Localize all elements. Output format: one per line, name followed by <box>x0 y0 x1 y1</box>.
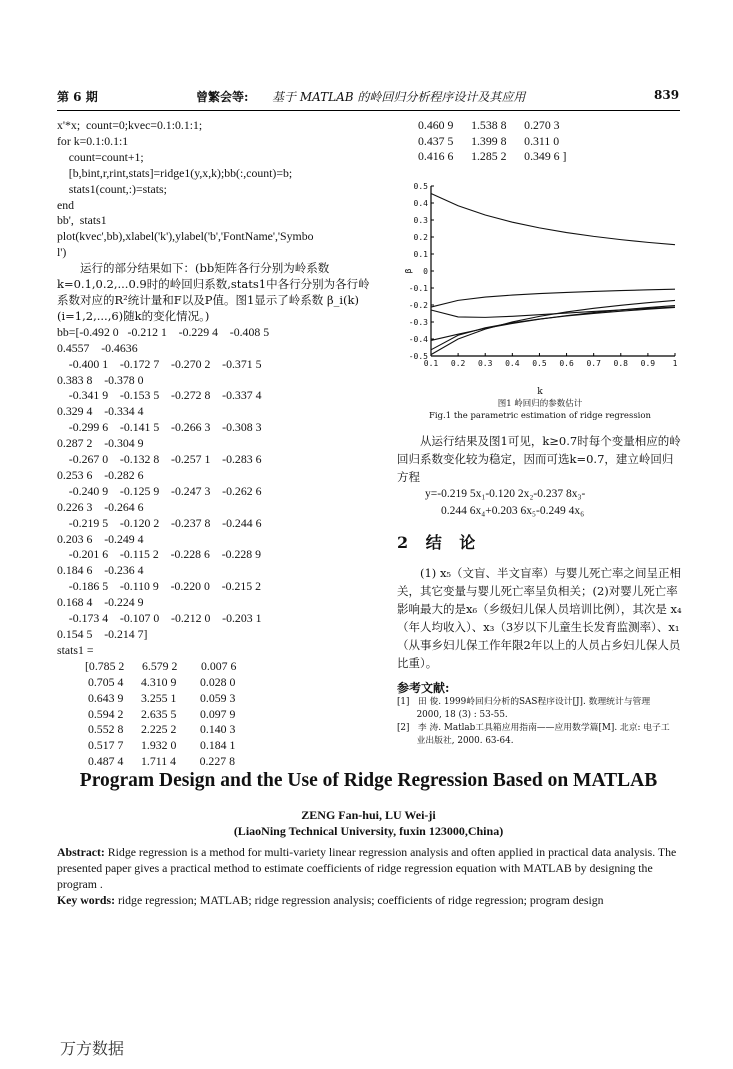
bb-matrix <box>57 325 379 659</box>
english-title: Program Design and the Use of Ridge Regression Based on MATLAB <box>79 770 658 791</box>
x-tick-label: 0.9 <box>640 359 656 368</box>
conclusion-paragraph: (1) x₅（文盲、半文盲率）与婴儿死亡率之间呈正相关，其它变量与婴儿死亡率呈负相关；(2)对婴儿死亡率影响最大的是x₆（乡级妇儿保人员培训比例），其次是 x₄（年人均收入）、x₃（3岁以下儿童生长发育监测率）、x₁（从事乡妇儿保工作年限2年以上的人员占乡妇儿保人员比重）。 <box>397 565 682 670</box>
y-tick-label: 0.4 <box>413 199 428 208</box>
matrix-line: 0.705 4 4.310 9 0.028 0 <box>85 674 236 689</box>
keywords-text: ridge regression; MATLAB; ridge regression analysis; coefficients of ridge regression; program design <box>117 893 604 907</box>
english-abstract <box>57 844 680 908</box>
code-line: [b,bint,r,rint,stats]=ridge1(y,x,k);bb(:,count)=b; <box>57 165 293 180</box>
code-line: for k=0.1:0.1:1 <box>57 133 129 148</box>
references-list <box>397 696 683 748</box>
matrix-line: 0.517 7 1.932 0 0.184 1 <box>85 738 236 753</box>
right-text <box>397 432 683 748</box>
matrix-line: -0.186 5 -0.110 9 -0.220 0 -0.215 2 <box>57 579 262 594</box>
matrix-line: stats1 = <box>57 642 94 657</box>
matrix-line: -0.240 9 -0.125 9 -0.247 3 -0.262 6 <box>57 483 262 498</box>
y-tick-label: 0.5 <box>413 182 428 191</box>
plot-area <box>431 186 675 356</box>
reference-line: [2] 李 涛. Matlab工具箱应用指南——应用数学篇[M]. 北京: 电子工 <box>397 723 670 733</box>
ridge-trace-chart <box>405 176 685 376</box>
matrix-line: 0.329 4 -0.334 4 <box>57 404 144 419</box>
axis-x-label: k <box>537 387 543 397</box>
matrix-line: 0.168 4 -0.224 9 <box>57 595 144 610</box>
matrix-line: -0.267 0 -0.132 8 -0.257 1 -0.283 6 <box>57 452 262 467</box>
x-tick-label: 0.3 <box>477 359 493 368</box>
code-line: stats1(count,:)=stats; <box>57 181 167 196</box>
running-title: 基于 MATLAB 的岭回归分析程序设计及其应用 <box>272 90 526 104</box>
matrix-line: 0.383 8 -0.378 0 <box>57 372 144 387</box>
x-tick-label: 0.2 <box>450 359 466 368</box>
matrix-line: 0.487 4 1.711 4 0.227 8 <box>85 754 235 769</box>
matrix-line: 0.287 2 -0.304 9 <box>57 436 144 451</box>
y-tick-label: 0 <box>423 267 428 276</box>
code-line: count=count+1; <box>57 149 144 164</box>
left-column <box>57 118 379 770</box>
matrix-line: bb=[-0.492 0 -0.212 1 -0.229 4 -0.408 5 <box>57 324 270 339</box>
x-tick-label: 0.5 <box>532 359 547 368</box>
stats1-continued <box>418 118 704 165</box>
code-line: x'*x; count=0;kvec=0.1:0.1:1; <box>57 118 203 132</box>
figure-caption-en: Fig.1 the parametric estimation of ridge regression <box>429 411 651 421</box>
reference-line: [1] 田 俊. 1999岭回归分析的SAS程序设计[J]. 数理统计与管理 <box>397 697 651 707</box>
matrix-line: 0.184 6 -0.236 4 <box>57 563 144 578</box>
matrix-line: -0.400 1 -0.172 7 -0.270 2 -0.371 5 <box>57 356 262 371</box>
page-number: 839 <box>654 88 680 102</box>
matrix-line: 0.594 2 2.635 5 0.097 9 <box>85 706 236 721</box>
code-line: bb', stats1 <box>57 213 107 228</box>
x-tick-label: 0.8 <box>613 359 629 368</box>
x-tick-label: 0.1 <box>423 359 439 368</box>
result-paragraph: 运行的部分结果如下：(bb矩阵各行分别为岭系数k=0.1,0.2,...0.9时的岭回归系数,stats1中各行分别为各行岭系数对应的R²统计量和F以及P值。图1显示了岭系数 β_i(k)(i=1,2,...,6)随k的变化情况。) <box>57 261 370 323</box>
footer-watermark: 万方数据 <box>60 1039 125 1058</box>
english-authors: ZENG Fan-hui, LU Wei-ji <box>301 808 436 822</box>
y-tick-label: -0.4 <box>408 335 428 344</box>
references-heading: 参考文献: <box>397 680 450 695</box>
issue-number: 第 6 期 <box>57 90 98 104</box>
abstract-label: Abstract: <box>57 845 105 859</box>
y-tick-label: 0.2 <box>413 233 428 242</box>
abstract-text: Ridge regression is a method for multi-variety linear regression analysis and often applied in practical data analysis. The presented paper gives a practical method to estimate coefficients of ridge regression equation with MATLAB by designing the program . <box>57 845 677 891</box>
matrix-line: -0.341 9 -0.153 5 -0.272 8 -0.337 4 <box>57 388 262 403</box>
running-authors: 曾繁会等: <box>196 90 249 104</box>
x-tick-label: 1 <box>672 359 678 368</box>
matrix-line: 0.154 5 -0.214 7] <box>57 627 148 641</box>
equation-line-2: 0.244 6x₄+0.203 6x₅-0.249 4x₆ <box>441 504 585 517</box>
reference-line: 2000, 18 (3) : 53-55. <box>397 710 508 720</box>
matrix-line: 0.437 5 1.399 8 0.311 0 <box>418 133 560 148</box>
matrix-line: 0.416 6 1.285 2 0.349 6 ] <box>418 149 567 163</box>
matrix-line: 0.203 6 -0.249 4 <box>57 531 144 546</box>
x-tick-label: 0.7 <box>586 359 601 368</box>
x-tick-label: 0.6 <box>559 359 574 368</box>
y-tick-label: 0.3 <box>413 216 428 225</box>
code-line: end <box>57 197 75 212</box>
figure-caption-cn: 图1 岭回归的参数估计 <box>497 399 583 409</box>
y-tick-label: 0.1 <box>413 250 428 259</box>
y-tick-label: -0.3 <box>408 318 428 327</box>
section-heading: 2 结 论 <box>397 533 482 552</box>
matrix-line: -0.173 4 -0.107 0 -0.212 0 -0.203 1 <box>57 611 262 626</box>
matrix-line: 0.460 9 1.538 8 0.270 3 <box>418 118 560 132</box>
matrix-line: 0.253 6 -0.282 6 <box>57 467 144 482</box>
series-line-2 <box>431 289 675 307</box>
x-tick-label: 0.4 <box>505 359 520 368</box>
keywords-label: Key words: <box>57 893 115 907</box>
matrix-line: 0.643 9 3.255 1 0.059 3 <box>85 690 236 705</box>
matrix-line: -0.299 6 -0.141 5 -0.266 3 -0.308 3 <box>57 420 262 435</box>
stats1-matrix <box>57 659 379 770</box>
code-line: l') <box>57 245 67 260</box>
stats1-matrix-continued <box>418 118 704 165</box>
reference-line: 业出版社, 2000. 63-64. <box>397 736 514 746</box>
matrix-line: 0.226 3 -0.264 6 <box>57 499 144 514</box>
matrix-line: -0.201 6 -0.115 2 -0.228 6 -0.228 9 <box>57 547 262 562</box>
code-line: plot(kvec',bb),xlabel('k'),ylabel('b','FontName','Symbo <box>57 229 314 244</box>
header-rule <box>57 110 680 111</box>
matlab-code <box>57 118 379 261</box>
matrix-line: [0.785 2 6.579 2 0.007 6 <box>85 658 237 673</box>
y-tick-label: -0.2 <box>408 301 428 310</box>
axis-y-label: β <box>404 268 413 274</box>
figure-caption <box>397 386 683 422</box>
matrix-line: -0.219 5 -0.120 2 -0.237 8 -0.244 6 <box>57 515 262 530</box>
matrix-line: 0.552 8 2.225 2 0.140 3 <box>85 722 236 737</box>
y-tick-label: -0.1 <box>408 284 428 293</box>
equation-line-1: y=-0.219 5x₁-0.120 2x₂-0.237 8x₃- <box>425 488 586 500</box>
matrix-line: 0.4557 -0.4636 <box>57 340 138 355</box>
english-affiliation: (LiaoNing Technical University, fuxin 123000,China) <box>233 824 504 838</box>
y-tick-label: -0.5 <box>408 352 428 361</box>
series-line-5 <box>431 194 675 245</box>
analysis-paragraph: 从运行结果及图1可见，k≥0.7时每个变量相应的岭回归系数变化较为稳定，因而可选k=0.7，建立岭回归方程 <box>397 434 681 484</box>
